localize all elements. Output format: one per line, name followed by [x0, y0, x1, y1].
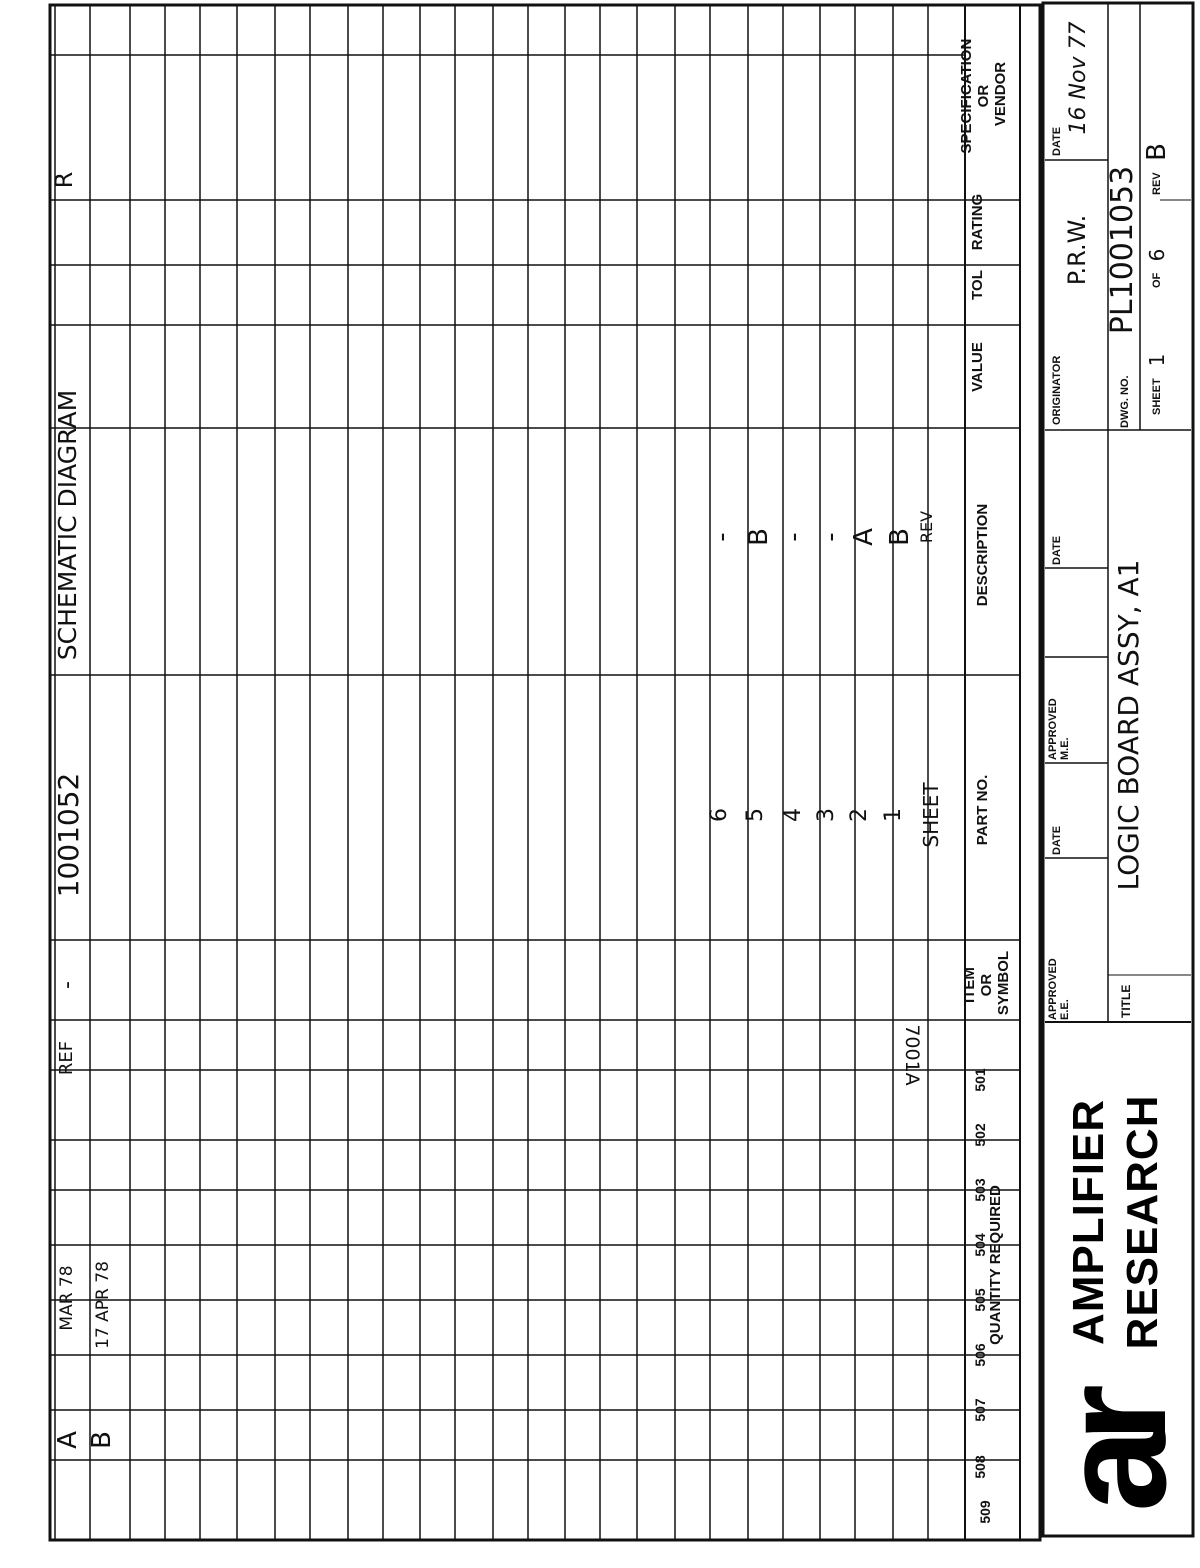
originator-value: P.R.W.: [1063, 214, 1091, 286]
sheet-rev: B: [885, 528, 915, 546]
sheet-list-header-sheet: SHEET: [919, 782, 943, 848]
qty-column-504: 504: [972, 1233, 988, 1257]
header-item-or-symbol: ITEM OR SYMBOL: [961, 950, 1012, 1016]
qty-column-507: 507: [972, 1398, 988, 1422]
header-part-no: PART NO.: [974, 774, 991, 846]
qty-column-502: 502: [972, 1123, 988, 1147]
of-value: 6: [1145, 248, 1169, 262]
parts-list-grid: [50, 5, 1040, 1540]
sheet-rev: B: [744, 528, 774, 546]
company-logo: [1029, 1095, 1197, 1512]
sheet-number: 2: [847, 808, 872, 822]
sheet-number: 5: [743, 808, 768, 822]
approved-me-label: APPROVED M.E.: [1047, 698, 1071, 760]
quantity-note: 7001A: [901, 1024, 923, 1086]
ref-part-no: 1001052: [52, 772, 85, 898]
date-value: 16 Nov 77: [1066, 21, 1091, 135]
qty-column-508: 508: [972, 1455, 988, 1479]
sheet-number: 3: [814, 808, 839, 822]
header-specification-or-vendor: SPECIFICATION OR VENDOR: [958, 38, 1009, 154]
company-name-line2: RESEARCH: [1118, 1094, 1167, 1350]
rev-label: REV: [1151, 172, 1163, 195]
sheet-revision-list: [707, 511, 943, 848]
rev-b-letter: B: [87, 1431, 117, 1449]
dwg-no-label: DWG. NO.: [1119, 375, 1131, 428]
sheet-value: 1: [1145, 353, 1169, 367]
header-value: VALUE: [969, 342, 986, 392]
header-quantity-required: QUANTITY REQUIRED: [987, 1185, 1004, 1345]
approved-ee-date-label: DATE: [1051, 825, 1063, 855]
rev-a-date: MAR 78: [57, 1265, 77, 1331]
header-tol: TOL: [969, 270, 986, 300]
qty-column-503: 503: [972, 1178, 988, 1202]
ref-item: -: [55, 981, 80, 989]
sheet-rev: A: [849, 528, 879, 546]
company-name-line1: AMPLIFIER: [1064, 1098, 1113, 1346]
column-headers: [958, 35, 1012, 1345]
sheet-list-header-rev: REV: [917, 510, 936, 544]
header-rating: RATING: [969, 193, 986, 251]
rev-value: B: [1142, 143, 1172, 161]
rev-a-letter: A: [53, 1431, 83, 1449]
approved-ee-label: APPROVED E.E.: [1047, 958, 1071, 1020]
originator-label: ORIGINATOR: [1051, 355, 1063, 425]
dwg-no-value: PL1001053: [1105, 165, 1140, 335]
qty-column-501: 501: [972, 1068, 988, 1092]
qty-column-509: 509: [977, 1500, 993, 1524]
ref-description: SCHEMATIC DIAGRAM: [53, 389, 82, 661]
header-description: DESCRIPTION: [974, 503, 991, 607]
qty-column-505: 505: [972, 1288, 988, 1312]
sheet-rev: -: [816, 532, 846, 542]
title-label: TITLE: [1119, 984, 1133, 1018]
ref-label: REF: [56, 1040, 77, 1076]
title-block-labels: [1047, 22, 1172, 1020]
sheet-label: SHEET: [1151, 378, 1163, 415]
ref-spec: R: [50, 171, 78, 189]
of-label: OF: [1151, 272, 1163, 288]
rev-b-date: 17 APR 78: [93, 1261, 113, 1349]
sheet-number: 4: [781, 808, 806, 822]
title-value: LOGIC BOARD ASSY, A1: [1112, 559, 1145, 891]
qty-column-506: 506: [972, 1343, 988, 1367]
sheet-rev: -: [779, 532, 809, 542]
sheet-number: 1: [881, 808, 906, 822]
sheet-number: 6: [707, 808, 732, 822]
logo-letters: ar: [1029, 1398, 1197, 1512]
sheet-rev: -: [707, 532, 737, 542]
date-label: DATE: [1051, 126, 1063, 156]
approved-me-date-label: DATE: [1051, 535, 1063, 565]
